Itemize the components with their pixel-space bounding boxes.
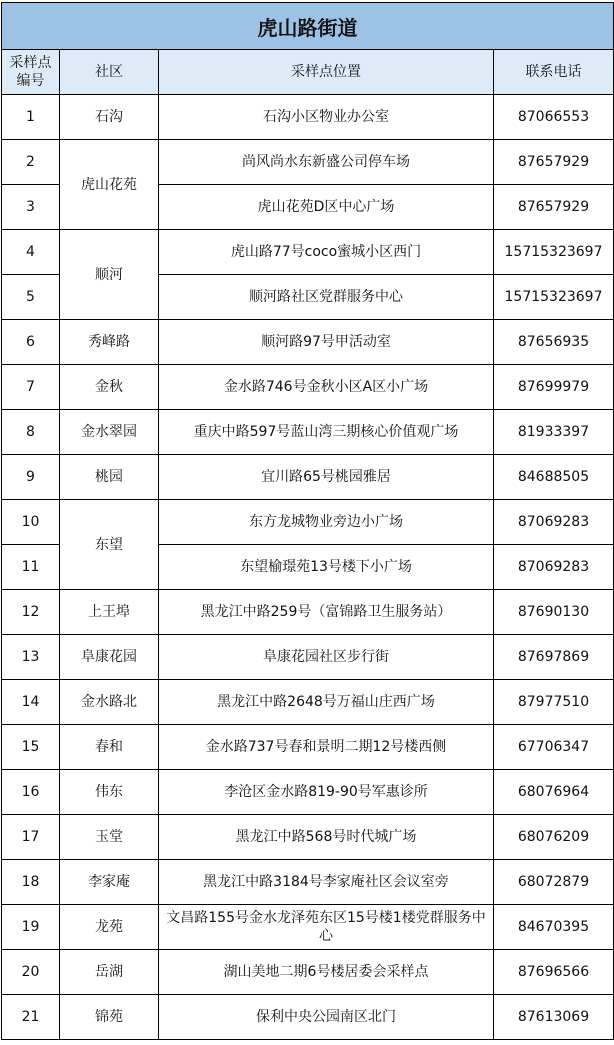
cell-location: 顺河路社区党群服务中心 — [159, 275, 494, 320]
cell-phone: 68076209 — [494, 815, 614, 860]
cell-community: 虎山花苑 — [60, 140, 159, 230]
cell-id: 12 — [2, 590, 60, 635]
table-row — [2, 230, 614, 275]
cell-phone: 68076964 — [494, 770, 614, 815]
cell-id: 10 — [2, 500, 60, 545]
cell-community: 顺河 — [60, 230, 159, 320]
cell-location: 重庆中路597号蓝山湾三期核心价值观广场 — [159, 410, 494, 455]
cell-id: 15 — [2, 725, 60, 770]
header-row — [2, 50, 614, 95]
table-row — [2, 635, 614, 680]
cell-id: 6 — [2, 320, 60, 365]
table-row — [2, 455, 614, 500]
table-row — [2, 365, 614, 410]
header-phone: 联系电话 — [494, 50, 614, 95]
table-row — [2, 725, 614, 770]
cell-phone: 84670395 — [494, 905, 614, 950]
cell-phone: 87613069 — [494, 995, 614, 1040]
cell-location: 阜康花园社区步行街 — [159, 635, 494, 680]
cell-id: 9 — [2, 455, 60, 500]
cell-phone: 87657929 — [494, 185, 614, 230]
cell-community: 金秋 — [60, 365, 159, 410]
cell-location: 黑龙江中路2648号万福山庄西广场 — [159, 680, 494, 725]
cell-location: 黑龙江中路568号时代城广场 — [159, 815, 494, 860]
cell-community: 金水路北 — [60, 680, 159, 725]
cell-phone: 68072879 — [494, 860, 614, 905]
cell-phone: 87977510 — [494, 680, 614, 725]
cell-phone: 81933397 — [494, 410, 614, 455]
cell-community: 桃园 — [60, 455, 159, 500]
table-row — [2, 320, 614, 365]
cell-community: 伟东 — [60, 770, 159, 815]
cell-id: 5 — [2, 275, 60, 320]
cell-id: 14 — [2, 680, 60, 725]
table-row — [2, 905, 614, 950]
cell-community: 秀峰路 — [60, 320, 159, 365]
cell-community: 上王埠 — [60, 590, 159, 635]
cell-community: 东望 — [60, 500, 159, 590]
cell-location: 顺河路97号甲活动室 — [159, 320, 494, 365]
table-row — [2, 590, 614, 635]
table-row — [2, 950, 614, 995]
table-row — [2, 410, 614, 455]
cell-community: 金水翠园 — [60, 410, 159, 455]
cell-location: 金水路746号金秋小区A区小广场 — [159, 365, 494, 410]
cell-id: 7 — [2, 365, 60, 410]
title-row — [2, 3, 614, 50]
cell-community: 岳湖 — [60, 950, 159, 995]
cell-phone: 15715323697 — [494, 230, 614, 275]
cell-community: 阜康花园 — [60, 635, 159, 680]
table-row — [2, 995, 614, 1040]
cell-id: 16 — [2, 770, 60, 815]
cell-phone: 87069283 — [494, 500, 614, 545]
cell-phone: 87656935 — [494, 320, 614, 365]
cell-location: 石沟小区物业办公室 — [159, 95, 494, 140]
cell-phone: 87069283 — [494, 545, 614, 590]
header-id: 采样点编号 — [2, 50, 60, 95]
cell-location: 东方龙城物业旁边小广场 — [159, 500, 494, 545]
cell-community: 李家庵 — [60, 860, 159, 905]
cell-location: 虎山花苑D区中心广场 — [159, 185, 494, 230]
cell-location: 李沧区金水路819-90号军惠诊所 — [159, 770, 494, 815]
cell-community: 锦苑 — [60, 995, 159, 1040]
cell-community: 玉堂 — [60, 815, 159, 860]
cell-id: 19 — [2, 905, 60, 950]
cell-id: 18 — [2, 860, 60, 905]
cell-id: 4 — [2, 230, 60, 275]
cell-id: 17 — [2, 815, 60, 860]
table-row — [2, 680, 614, 725]
table-row — [2, 500, 614, 545]
cell-location: 金水路737号春和景明二期12号楼西侧 — [159, 725, 494, 770]
cell-phone: 87699979 — [494, 365, 614, 410]
cell-community: 春和 — [60, 725, 159, 770]
cell-id: 1 — [2, 95, 60, 140]
cell-community: 龙苑 — [60, 905, 159, 950]
cell-id: 20 — [2, 950, 60, 995]
cell-id: 3 — [2, 185, 60, 230]
table-row — [2, 860, 614, 905]
cell-community: 石沟 — [60, 95, 159, 140]
cell-location: 黑龙江中路3184号李家庵社区会议室旁 — [159, 860, 494, 905]
cell-location: 文昌路155号金水龙泽苑东区15号楼1楼党群服务中心 — [159, 905, 494, 950]
cell-phone: 87697869 — [494, 635, 614, 680]
cell-phone: 67706347 — [494, 725, 614, 770]
table-row — [2, 95, 614, 140]
cell-location: 保利中央公园南区北门 — [159, 995, 494, 1040]
sampling-sites-table — [1, 2, 614, 1040]
cell-phone: 15715323697 — [494, 275, 614, 320]
cell-location: 黑龙江中路259号（富锦路卫生服务站） — [159, 590, 494, 635]
cell-phone: 87066553 — [494, 95, 614, 140]
cell-location: 尚风尚水东新盛公司停车场 — [159, 140, 494, 185]
cell-phone: 84688505 — [494, 455, 614, 500]
cell-location: 虎山路77号coco蜜城小区西门 — [159, 230, 494, 275]
cell-phone: 87690130 — [494, 590, 614, 635]
cell-location: 宜川路65号桃园雅居 — [159, 455, 494, 500]
cell-id: 2 — [2, 140, 60, 185]
cell-phone: 87696566 — [494, 950, 614, 995]
table-title: 虎山路街道 — [2, 3, 614, 50]
cell-id: 8 — [2, 410, 60, 455]
table-row — [2, 770, 614, 815]
cell-phone: 87657929 — [494, 140, 614, 185]
table-row — [2, 815, 614, 860]
table-row — [2, 140, 614, 185]
cell-location: 湖山美地二期6号楼居委会采样点 — [159, 950, 494, 995]
cell-location: 东望榆璟苑13号楼下小广场 — [159, 545, 494, 590]
cell-id: 21 — [2, 995, 60, 1040]
header-location: 采样点位置 — [159, 50, 494, 95]
cell-id: 11 — [2, 545, 60, 590]
cell-id: 13 — [2, 635, 60, 680]
header-community: 社区 — [60, 50, 159, 95]
